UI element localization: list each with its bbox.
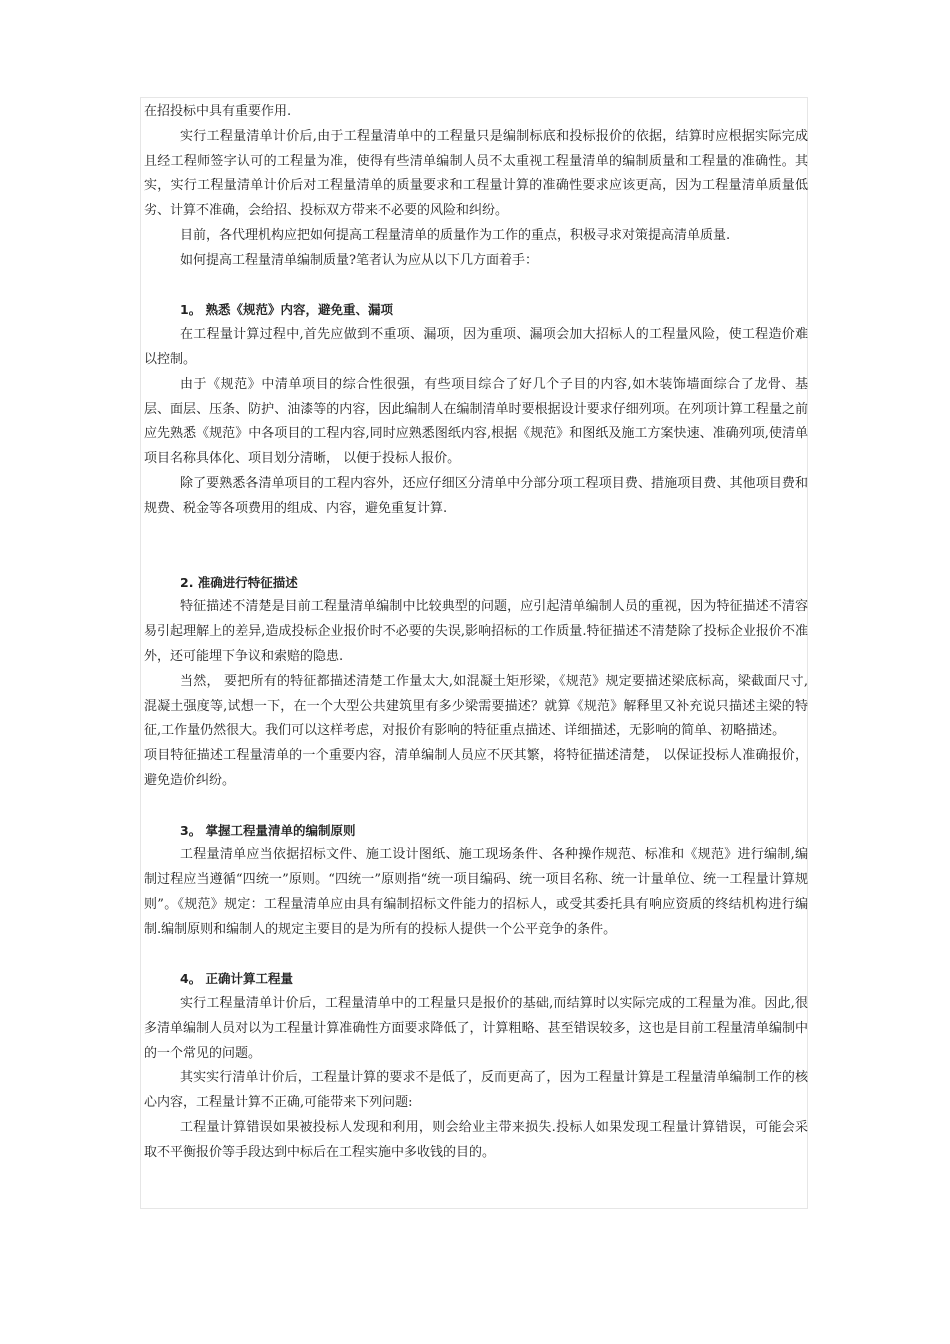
paragraph: 实行工程量清单计价后，工程量清单中的工程量只是报价的基础,而结算时以实际完成的工程量为准。因此,很多清单编制人员对以为工程量计算准确性方面要求降低了，计算粗略、甚至错误较多，这也是目前工程量清单编制中的一个常见的问题。 [144,996,808,1061]
spacer [144,794,808,819]
section-heading-4: 4。 正确计算工程量 [180,971,294,987]
paragraph: 项目特征描述工程量清单的一个重要内容，清单编制人员应不厌其繁，将特征描述清楚， 以保证投标人准确报价，避免造价纠纷。 [144,748,808,788]
paragraph: 工程量清单应当依据招标文件、施工设计图纸、施工现场条件、各种操作规范、标准和《规范》进行编制,编制过程应当遵循“四统一”原则。“四统一”原则指“统一项目编码、统一项目名称、统一计量单位、统一工程量计算规则”。《规范》规定：工程量清单应由具有编制招标文件能力的招标人，或受其委托具有响应资质的终结机构进行编制.编制原则和编制人的规定主要目的是为所有的投标人提供一个公平竞争的条件。 [144,847,808,937]
spacer [144,943,808,968]
document-body [144,100,808,1166]
spacer [144,274,808,299]
section-heading-3: 3。 掌握工程量清单的编制原则 [180,822,356,838]
paragraph: 在工程量计算过程中,首先应做到不重项、漏项，因为重项、漏项会加大招标人的工程量风险，使工程造价难以控制。 [144,327,808,367]
paragraph: 其实实行清单计价后，工程量计算的要求不是低了，反而更高了，因为工程量计算是工程量清单编制工作的核心内容，工程量计算不正确,可能带来下列问题: [144,1070,808,1111]
paragraph: 如何提高工程量清单编制质量?笔者认为应从以下几方面着手： [180,252,538,268]
paragraph: 实行工程量清单计价后,由于工程量清单中的工程量只是编制标底和投标报价的依据，结算时应根据实际完成且经工程师签字认可的工程量为准，使得有些清单编制人员不太重视工程量清单的编制质量和工程量的准确性。其实，实行工程量清单计价后对工程量清单的质量要求和工程量计算的准确性要求应该更高，因为工程量清单质量低劣、计算不准确，会给招、投标双方带来不必要的风险和纠纷。 [144,128,808,219]
paragraph: 在招投标中具有重要作用. [144,104,292,119]
paragraph: 特征描述不清楚是目前工程量清单编制中比较典型的问题，应引起清单编制人员的重视，因为特征描述不清容易引起理解上的差异,造成投标企业报价时不必要的失误,影响招标的工作质量.特征描述不清楚除了投标企业报价不准外，还可能埋下争议和索赔的隐患. [144,599,808,664]
section-heading-2: 2. 准确进行特征描述 [180,574,298,590]
section-heading-1: 1。 熟悉《规范》内容，避免重、漏项 [180,302,394,318]
paragraph: 当然， 要把所有的特征都描述清楚工作量太大,如混凝土矩形梁，《规范》规定要描述梁底标高，梁截面尺寸,混凝土强度等,试想一下，在一个大型公共建筑里有多少梁需要描述？就算《规范》解释里又补充说只描述主梁的特征,工作量仍然很大。我们可以这样考虑，对报价有影响的特征重点描述、详细描述，无影响的简单、初略描述。 [144,673,808,739]
paragraph: 工程量计算错误如果被投标人发现和利用，则会给业主带来损失.投标人如果发现工程量计算错误，可能会采取不平衡报价等手段达到中标后在工程实施中多收钱的目的。 [144,1120,808,1160]
paragraph: 除了要熟悉各清单项目的工程内容外，还应仔细区分清单中分部分项工程项目费、措施项目费、其他项目费和规费、税金等各项费用的组成、内容，避免重复计算. [144,475,808,516]
paragraph: 目前，各代理机构应把如何提高工程量清单的质量作为工作的重点，积极寻求对策提高清单质量. [180,227,731,243]
paragraph: 由于《规范》中清单项目的综合性很强，有些项目综合了好几个子目的内容,如木装饰墙面综合了龙骨、基层、面层、压条、防护、油漆等的内容，因此编制人在编制清单时要根据设计要求仔细列项。在列项计算工程量之前应先熟悉《规范》中各项目的工程内容,同时应熟悉图纸内容,根据《规范》和图纸及施工方案快速、准确列项,使清单项目名称具体化、项目划分清晰， 以便于投标人报价。 [144,376,808,467]
spacer [144,522,808,571]
